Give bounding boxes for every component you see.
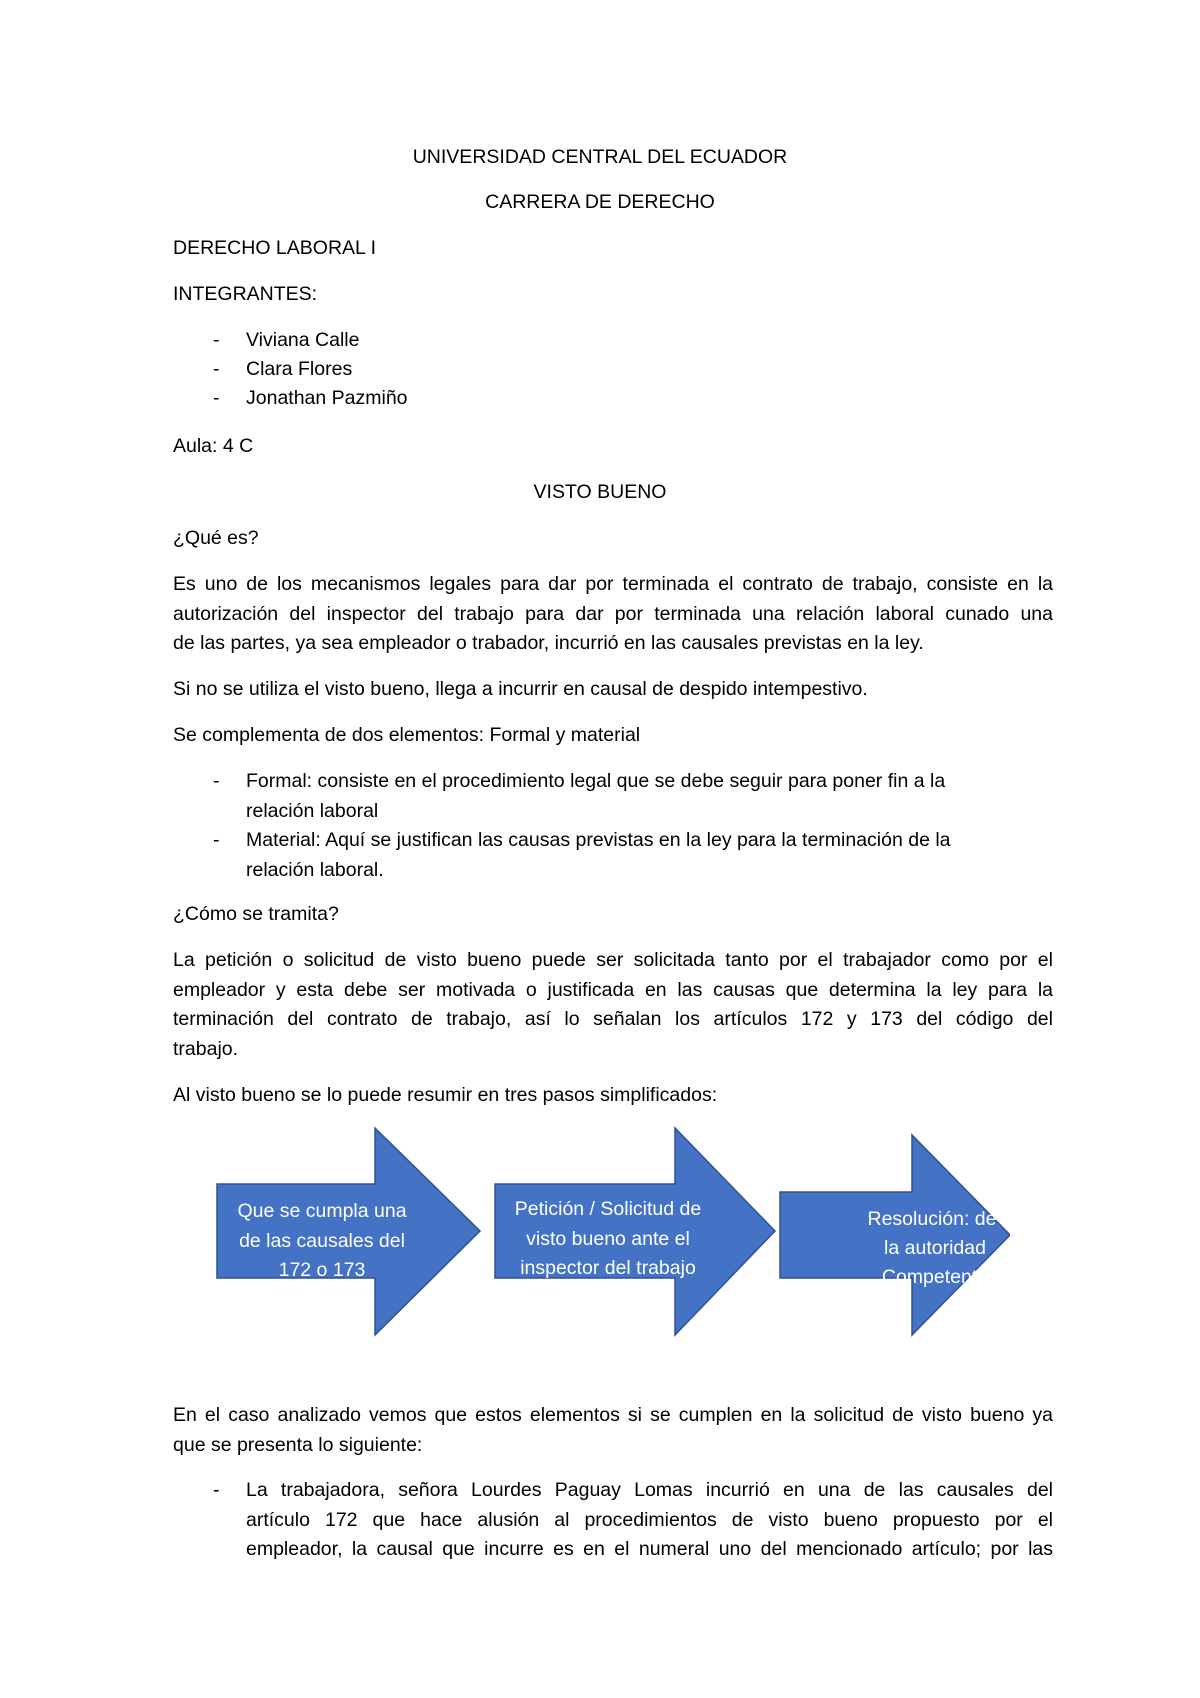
section-title: VISTO BUENO xyxy=(533,481,667,503)
university-name: UNIVERSIDAD CENTRAL DEL ECUADOR xyxy=(412,146,788,168)
question-heading: ¿Qué es? xyxy=(173,527,259,549)
element-line: relación laboral xyxy=(246,799,379,822)
element-line: Formal: consiste en el procedimiento legal que se debe seguir para poner fin a la xyxy=(246,770,946,792)
step-arrow-1 xyxy=(217,1128,480,1335)
case-line: La trabajadora, señora Lourdes Paguay Lomas incurrió en una de las causales del xyxy=(246,1479,1053,1501)
career-name: CARRERA DE DERECHO xyxy=(485,191,715,213)
step-arrow-2 xyxy=(495,1128,775,1335)
paragraph-line: En el caso analizado vemos que estos elementos si se cumplen en la solicitud de visto bueno ya xyxy=(173,1404,1053,1426)
paragraph-line: que se presenta lo siguiente: xyxy=(173,1433,423,1456)
element-item-material xyxy=(173,826,1053,886)
bullet-dash: - xyxy=(213,770,220,792)
steps-diagram xyxy=(210,1125,1010,1355)
member-name: Clara Flores xyxy=(246,358,353,380)
element-line: Material: Aquí se justifican las causas previstas en la ley para la terminación de la xyxy=(246,829,951,851)
bullet-dash: - xyxy=(213,329,220,351)
members-label: INTEGRANTES: xyxy=(173,283,318,305)
step-arrow-3 xyxy=(780,1135,1010,1335)
paragraph-line: La petición o solicitud de visto bueno puede ser solicitada tanto por el trabajador como por el xyxy=(173,949,1053,971)
member-name: Jonathan Pazmiño xyxy=(246,387,408,409)
step-1-line: Que se cumpla una xyxy=(237,1200,407,1222)
paragraph-definition xyxy=(173,570,1053,659)
paragraph-procedure xyxy=(173,946,1053,1064)
question-heading: ¿Cómo se tramita? xyxy=(173,903,339,925)
bullet-dash: - xyxy=(213,1479,220,1501)
step-1-line: 172 o 173 xyxy=(278,1259,366,1281)
paragraph-line: trabajo. xyxy=(173,1037,239,1060)
step-3-line: Competente xyxy=(881,1266,989,1288)
paragraph-case xyxy=(173,1401,1053,1460)
paragraph-line: autorización del inspector del trabajo para dar por terminada una relación laboral cunado una xyxy=(173,602,1053,625)
member-item xyxy=(173,326,1053,356)
member-item xyxy=(173,384,1053,414)
paragraph-elements: Se complementa de dos elementos: Formal y material xyxy=(173,724,641,746)
step-3-line: Resolución: de xyxy=(867,1208,997,1230)
bullet-dash: - xyxy=(213,829,220,851)
paragraph-line: de las partes, ya sea empleador o trabador, incurrió en las causales previstas en la ley. xyxy=(173,632,924,654)
member-name: Viviana Calle xyxy=(246,329,360,351)
step-2-line: visto bueno ante el xyxy=(526,1228,690,1250)
step-1-line: de las causales del xyxy=(239,1230,405,1252)
element-item-formal xyxy=(173,767,1053,827)
element-line: relación laboral. xyxy=(246,858,384,881)
classroom: Aula: 4 C xyxy=(173,435,254,457)
paragraph-no-use: Si no se utiliza el visto bueno, llega a incurrir en causal de despido intempestivo. xyxy=(173,678,868,700)
element-text xyxy=(246,826,1053,885)
paragraph-line: terminación del contrato de trabajo, así lo señalan los artículos 172 y 173 del código del xyxy=(173,1008,1053,1030)
paragraph-line: empleador y esta debe ser motivada o justificada en las causas que determina la ley para la xyxy=(173,978,1053,1001)
course-name: DERECHO LABORAL I xyxy=(173,237,376,259)
paragraph-line: Es uno de los mecanismos legales para dar por terminada el contrato de trabajo, consiste en la xyxy=(173,573,1053,595)
bullet-dash: - xyxy=(213,358,220,380)
step-3-line: la autoridad xyxy=(884,1237,986,1259)
paragraph-steps-intro: Al visto bueno se lo puede resumir en tres pasos simplificados: xyxy=(173,1084,718,1106)
member-item xyxy=(173,355,1053,385)
bullet-dash: - xyxy=(213,387,220,409)
steps-diagram-svg xyxy=(210,1125,1010,1355)
step-2-line: inspector del trabajo xyxy=(520,1257,696,1279)
element-text xyxy=(246,767,1053,826)
case-line: artículo 172 que hace alusión al procedimientos de visto bueno propuesto por el xyxy=(246,1508,1053,1531)
case-item xyxy=(173,1476,1053,1566)
case-line: empleador, la causal que incurre es en el numeral uno del mencionado artículo; por las xyxy=(246,1538,1053,1560)
case-item-text xyxy=(246,1476,1053,1565)
step-2-line: Petición / Solicitud de xyxy=(514,1198,702,1220)
